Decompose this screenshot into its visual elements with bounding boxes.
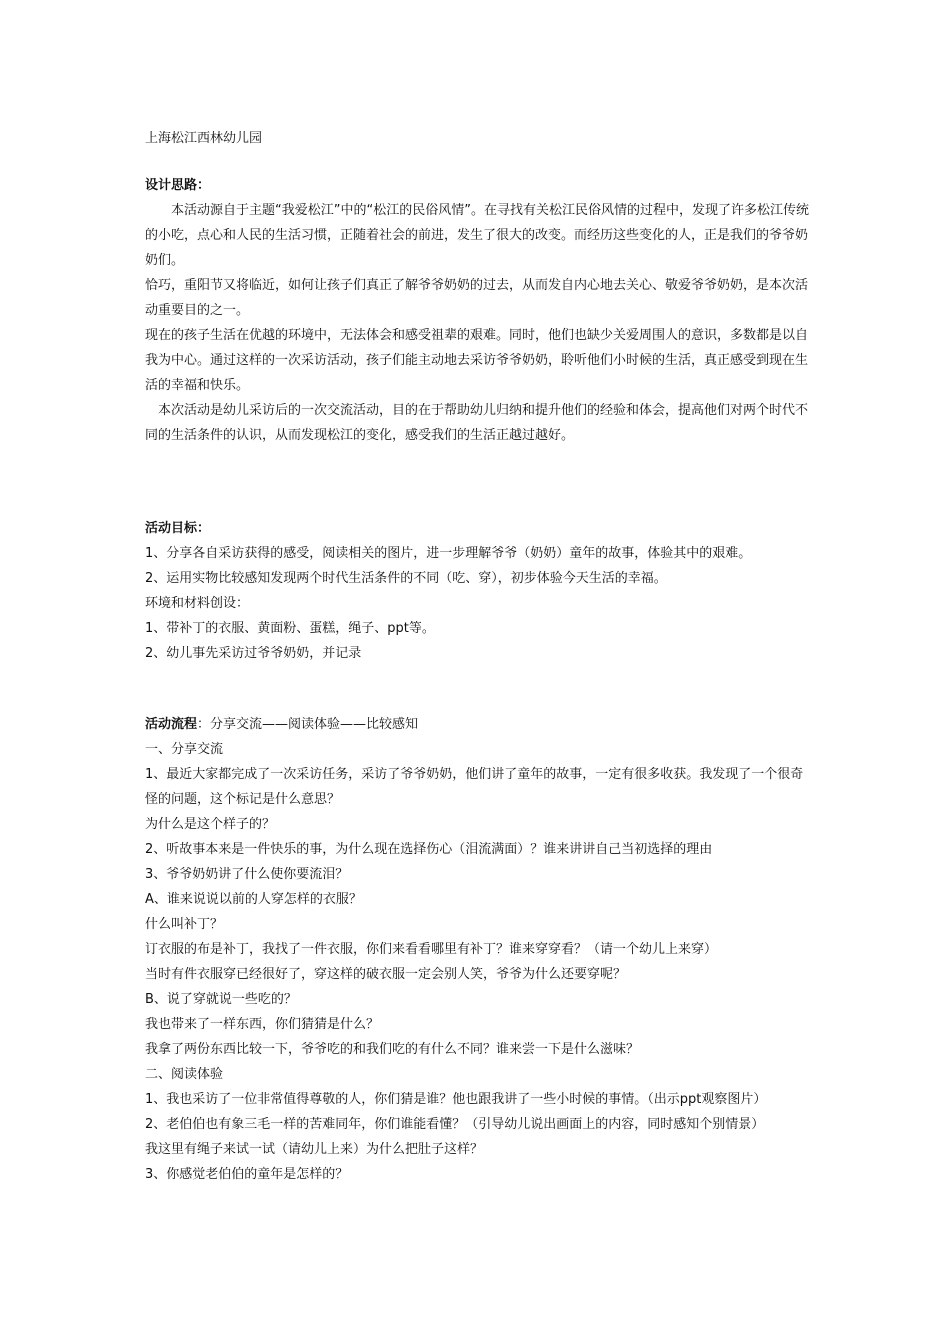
process-flow: ：分享交流——阅读体验——比较感知 [197, 717, 419, 732]
section-1-item: 我拿了两份东西比较一下，爷爷吃的和我们吃的有什么不同？谁来尝一下是什么滋味？ [145, 1042, 640, 1057]
environment-heading: 环境和材料创设： [145, 596, 250, 611]
section-1-item: B、说了穿就说一些吃的？ [145, 992, 297, 1007]
section-1-item: 当时有件衣服穿已经很好了，穿这样的破衣服一定会别人笑，爷爷为什么还要穿呢？ [145, 967, 627, 982]
section-2-item: 1、我也采访了一位非常值得尊敬的人，你们猜是谁？他也跟我讲了一些小时候的事情。（出示ppt观察图片） [145, 1092, 767, 1107]
blank-line [145, 448, 810, 494]
document-page [145, 126, 810, 1187]
section-1-item: 1、最近大家都完成了一次采访任务，采访了爷爷奶奶，他们讲了童年的故事，一定有很多收获。我发现了一个很奇怪的问题，这个标记是什么意思？ [145, 767, 804, 807]
design-paragraph-1: 本活动源自于主题“我爱松江”中的“松江的民俗风情”。在寻找有关松江民俗风情的过程中，发现了许多松江传统的小吃，点心和人民的生活习惯，正随着社会的前进，发生了很大的改变。而经历这些变化的人，正是我们的爷爷奶奶们。 [145, 203, 809, 268]
school-name: 上海松江西林幼儿园 [145, 131, 263, 146]
section-2-title: 二、阅读体验 [145, 1067, 224, 1082]
design-heading: 设计思路： [145, 178, 211, 193]
design-paragraph-4: 本次活动是幼儿采访后的一次交流活动，目的在于帮助幼儿归纳和提升他们的经验和体会，提高他们对两个时代不同的生活条件的认识，从而发现松江的变化，感受我们的生活正越过越好。 [145, 403, 809, 443]
blank-line [145, 151, 810, 173]
section-1-item: 3、爷爷奶奶讲了什么使你要流泪？ [145, 867, 349, 882]
section-1-item: 2、听故事本来是一件快乐的事，为什么现在选择伤心（泪流满面）？谁来讲讲自己当初选择的理由 [145, 842, 713, 857]
design-paragraph-3: 现在的孩子生活在优越的环境中，无法体会和感受祖辈的艰难。同时，他们也缺少关爱周围人的意识，多数都是以自我为中心。通过这样的一次采访活动，孩子们能主动地去采访爷爷奶奶，聆听他们小时候的生活，真正感受到现在生活的幸福和快乐。 [145, 328, 809, 393]
section-1-item: 什么叫补丁？ [145, 917, 224, 932]
section-1-title: 一、分享交流 [145, 742, 224, 757]
section-2-item: 2、老伯伯也有象三毛一样的苦难同年，你们谁能看懂？（引导幼儿说出画面上的内容，同时感知个别情景） [145, 1117, 765, 1132]
section-1-item: A、谁来说说以前的人穿怎样的衣服？ [145, 892, 362, 907]
process-heading: 活动流程 [145, 717, 198, 732]
section-2-item: 3、你感觉老伯伯的童年是怎样的？ [145, 1167, 349, 1182]
section-1-item: 我也带来了一样东西，你们猜猜是什么？ [145, 1017, 380, 1032]
goals-heading: 活动目标： [145, 521, 211, 536]
goal-item-2: 2、运用实物比较感知发现两个时代生活条件的不同（吃、穿），初步体验今天生活的幸福。 [145, 571, 667, 586]
blank-line [145, 666, 810, 712]
material-item-1: 1、带补丁的衣服、黄面粉、蛋糕，绳子、ppt等。 [145, 621, 435, 636]
blank-line [145, 494, 810, 516]
section-2-item: 我这里有绳子来试一试（请幼儿上来）为什么把肚子这样？ [145, 1142, 484, 1157]
goal-item-1: 1、分享各自采访获得的感受，阅读相关的图片，进一步理解爷爷（奶奶）童年的故事，体验其中的艰难。 [145, 546, 752, 561]
process-heading-line [145, 712, 810, 737]
material-item-2: 2、幼儿事先采访过爷爷奶奶，并记录 [145, 646, 362, 661]
section-1-item: 为什么是这个样子的？ [145, 817, 276, 832]
section-1-item: 订衣服的布是补丁，我找了一件衣服，你们来看看哪里有补丁？谁来穿穿看？（请一个幼儿上来穿） [145, 942, 718, 957]
design-paragraph-2: 恰巧，重阳节又将临近，如何让孩子们真正了解爷爷奶奶的过去，从而发自内心地去关心、敬爱爷爷奶奶，是本次活动重要目的之一。 [145, 278, 809, 318]
